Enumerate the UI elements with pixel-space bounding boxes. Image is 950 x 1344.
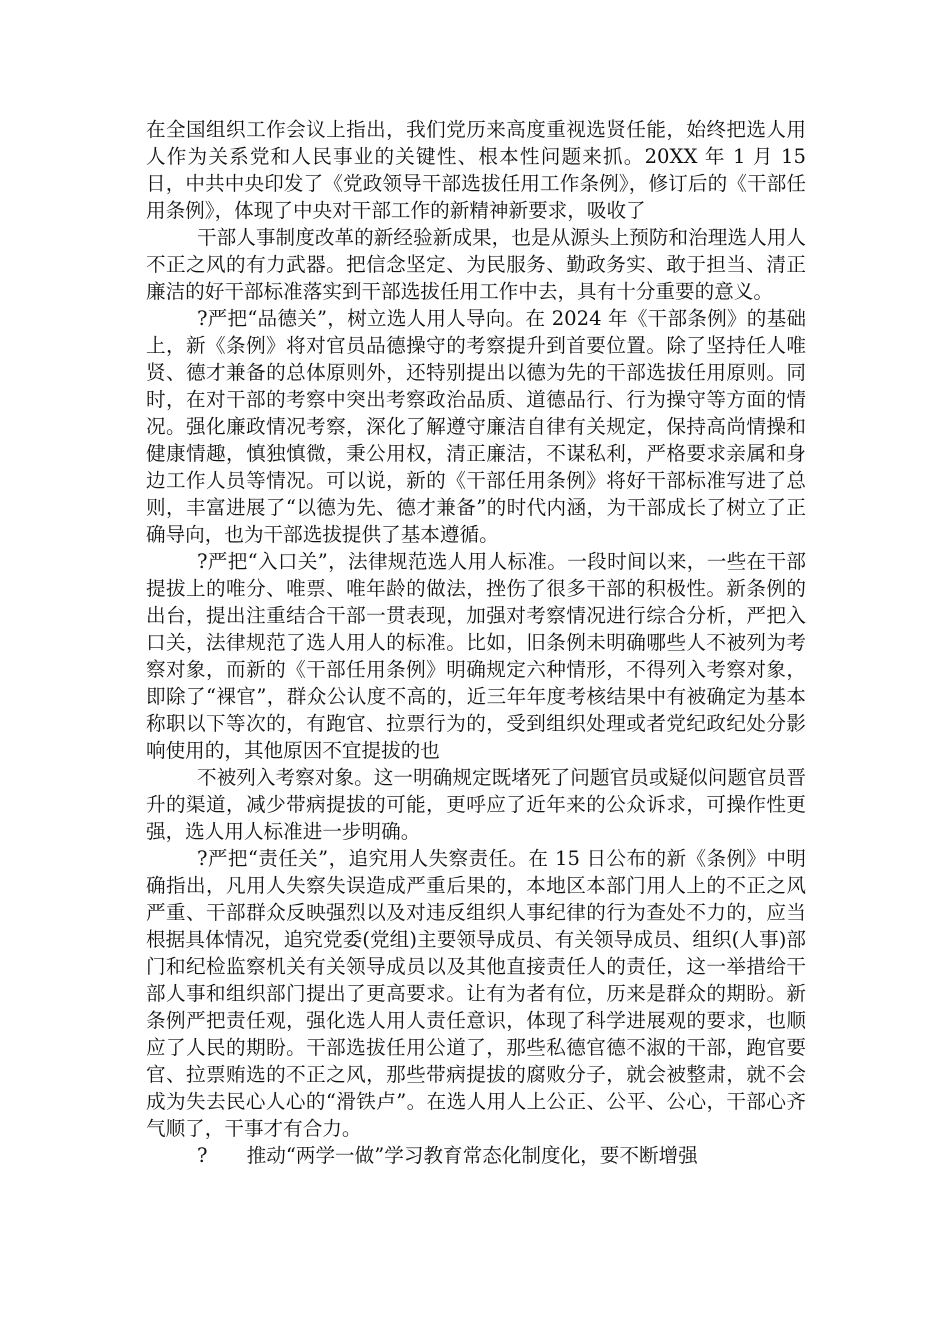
paragraph-two-studies: ? 推动“两学一做”学习教育常态化制度化，要不断增强 — [196, 1144, 698, 1167]
document-body — [146, 116, 806, 1169]
paragraph-responsibility-check: ?严把“责任关”，追究用人失察责任。在 15 日公布的新《条例》中明确指出，凡用人失察失误造成严重后果的，本地区本部门用人上的不正之风严重、干部群众反映强烈以及对违反组织人事纪律的行为查处不力的，应当根据具体情况，追究党委(党组)主要领导成员、有关领导成员、组织(人事)部门和纪检监察机关有关领导成员以及其他直接责任人的责任，这一举措给干部人事和组织部门提出了更高要求。让有为者有位，历来是群众的期盼。新条例严把责任观，强化选人用人责任意识，体现了科学进展观的要求，也顺应了人民的期盼。干部选拔任用公道了，那些私德官德不淑的干部，跑官要官、拉票贿选的不正之风，那些带病提拔的腐败分子，就会被整肃，就不会成为失去民心人心的“滑铁卢”。在选人用人上公正、公平、公心，干部心齐气顺了，干事才有合力。 — [146, 847, 806, 1140]
paragraph-entry-check: ?严把“入口关”，法律规范选人用人标准。一段时间以来，一些在干部提拔上的唯分、唯票、唯年龄的做法，挫伤了很多干部的积极性。新条例的出台，提出注重结合干部一贯表现，加强对考察情况进行综合分析，严把入口关，法律规范了选人用人的标准。比如，旧条例未明确哪些人不被列为考察对象，而新的《干部任用条例》明确规定六种情形，不得列入考察对象，即除了“裸官”，群众公认度不高的，近三年年度考核结果中有被确定为基本称职以下等次的，有跑官、拉票行为的，受到组织处理或者党纪政纪处分影响使用的，其他原因不宜提拔的也 — [146, 550, 806, 762]
paragraph-moral-check: ?严把“品德关”，树立选人用人导向。在 2024 年《干部条例》的基础上，新《条例》将对官员品德操守的考察提升到首要位置。除了坚持任人唯贤、德才兼备的总体原则外，还特别提出以德为先的干部选拔任用原则。同时，在对干部的考察中突出考察政治品质、道德品行、行为操守等方面的情况。强化廉政情况考察，深化了解遵守廉洁自律有关规定，保持高尚情操和健康情趣，慎独慎微，秉公用权，清正廉洁，不谋私利，严格要求亲属和身边工作人员等情况。可以说，新的《干部任用条例》将好干部标准写进了总则，丰富进展了“以德为先、德才兼备”的时代内涵，为干部成长了树立了正确导向，也为干部选拔提供了基本遵循。 — [146, 307, 806, 546]
paragraph-intro: 在全国组织工作会议上指出，我们党历来高度重视选贤任能，始终把选人用人作为关系党和人民事业的关键性、根本性问题来抓。20XX 年 1 月 15 日，中共中央印发了《党政领导干部选拔任用工作条例》，修订后的《干部任用条例》，体现了中央对干部工作的新精神新要求，吸收了 — [146, 118, 806, 222]
paragraph-entry-check-continued: 不被列入考察对象。这一明确规定既堵死了问题官员或疑似问题官员晋升的渠道，减少带病提拔的可能，更呼应了近年来的公众诉求，可操作性更强，选人用人标准进一步明确。 — [146, 766, 806, 843]
paragraph-reform-experience: 干部人事制度改革的新经验新成果，也是从源头上预防和治理选人用人不正之风的有力武器。把信念坚定、为民服务、勤政务实、敢于担当、清正廉洁的好干部标准落实到干部选拔任用工作中去，具有十分重要的意义。 — [146, 226, 806, 303]
